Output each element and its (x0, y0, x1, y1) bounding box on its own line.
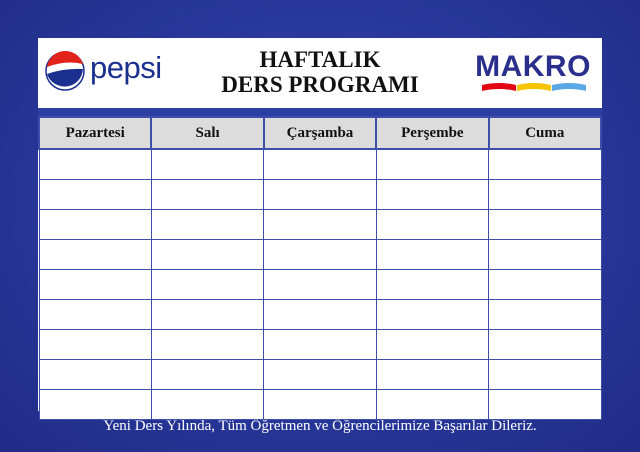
schedule-cell[interactable] (264, 300, 376, 330)
schedule-row (39, 300, 601, 330)
schedule-cell[interactable] (376, 270, 488, 300)
day-header-wednesday: Çarşamba (264, 117, 376, 149)
makro-stripes-icon (482, 81, 586, 93)
schedule-cell[interactable] (39, 300, 151, 330)
schedule-row (39, 149, 601, 180)
schedule-row (39, 240, 601, 270)
schedule-cell[interactable] (264, 330, 376, 360)
schedule-cell[interactable] (489, 300, 601, 330)
schedule-cell[interactable] (376, 180, 488, 210)
schedule-row (39, 330, 601, 360)
pepsi-wordmark: pepsi (90, 50, 162, 85)
header-separator (38, 108, 602, 116)
day-header-monday: Pazartesi (39, 117, 151, 149)
schedule-cell[interactable] (39, 270, 151, 300)
schedule-cell[interactable] (264, 210, 376, 240)
day-header-row (39, 117, 601, 149)
schedule-cell[interactable] (264, 390, 376, 420)
schedule-cell[interactable] (489, 270, 601, 300)
schedule-sheet (38, 38, 602, 411)
schedule-cell[interactable] (376, 300, 488, 330)
schedule-cell[interactable] (264, 149, 376, 180)
schedule-cell[interactable] (489, 360, 601, 390)
schedule-cell[interactable] (376, 149, 488, 180)
pepsi-globe-icon (44, 50, 86, 92)
schedule-cell[interactable] (376, 210, 488, 240)
schedule-cell[interactable] (264, 270, 376, 300)
day-header-thursday: Perşembe (376, 117, 488, 149)
schedule-cell[interactable] (39, 390, 151, 420)
day-header-friday: Cuma (489, 117, 601, 149)
footer-message: Yeni Ders Yılında, Tüm Öğretmen ve Öğrencilerimize Başarılar Dileriz. (103, 418, 537, 434)
schedule-cell[interactable] (376, 360, 488, 390)
schedule-cell[interactable] (151, 360, 263, 390)
schedule-cell[interactable] (376, 330, 488, 360)
schedule-cell[interactable] (39, 330, 151, 360)
schedule-cell[interactable] (39, 240, 151, 270)
schedule-row (39, 180, 601, 210)
schedule-cell[interactable] (39, 149, 151, 180)
schedule-cell[interactable] (264, 240, 376, 270)
schedule-row (39, 270, 601, 300)
makro-logo (468, 50, 598, 94)
schedule-cell[interactable] (151, 330, 263, 360)
schedule-row (39, 390, 601, 420)
schedule-row (39, 360, 601, 390)
title-line-2: DERS PROGRAMI (221, 72, 419, 97)
schedule-cell[interactable] (39, 180, 151, 210)
schedule-cell[interactable] (151, 149, 263, 180)
schedule-cell[interactable] (376, 240, 488, 270)
schedule-cell[interactable] (151, 180, 263, 210)
schedule-cell[interactable] (151, 300, 263, 330)
schedule-cell[interactable] (489, 210, 601, 240)
schedule-cell[interactable] (151, 270, 263, 300)
schedule-cell[interactable] (489, 390, 601, 420)
schedule-row (39, 210, 601, 240)
schedule-cell[interactable] (151, 390, 263, 420)
pepsi-logo (44, 50, 176, 90)
weekly-schedule-table (38, 116, 602, 420)
schedule-cell[interactable] (151, 240, 263, 270)
schedule-body (39, 149, 601, 420)
schedule-cell[interactable] (489, 330, 601, 360)
day-header-tuesday: Salı (151, 117, 263, 149)
schedule-cell[interactable] (489, 180, 601, 210)
schedule-cell[interactable] (489, 240, 601, 270)
schedule-cell[interactable] (489, 149, 601, 180)
schedule-cell[interactable] (39, 210, 151, 240)
schedule-cell[interactable] (39, 360, 151, 390)
page-title (188, 47, 452, 97)
makro-wordmark: MAKRO (475, 50, 591, 83)
schedule-cell[interactable] (151, 210, 263, 240)
title-line-1: HAFTALIK (259, 47, 381, 72)
header-banner (38, 38, 602, 108)
schedule-cell[interactable] (264, 360, 376, 390)
schedule-cell[interactable] (264, 180, 376, 210)
schedule-cell[interactable] (376, 390, 488, 420)
